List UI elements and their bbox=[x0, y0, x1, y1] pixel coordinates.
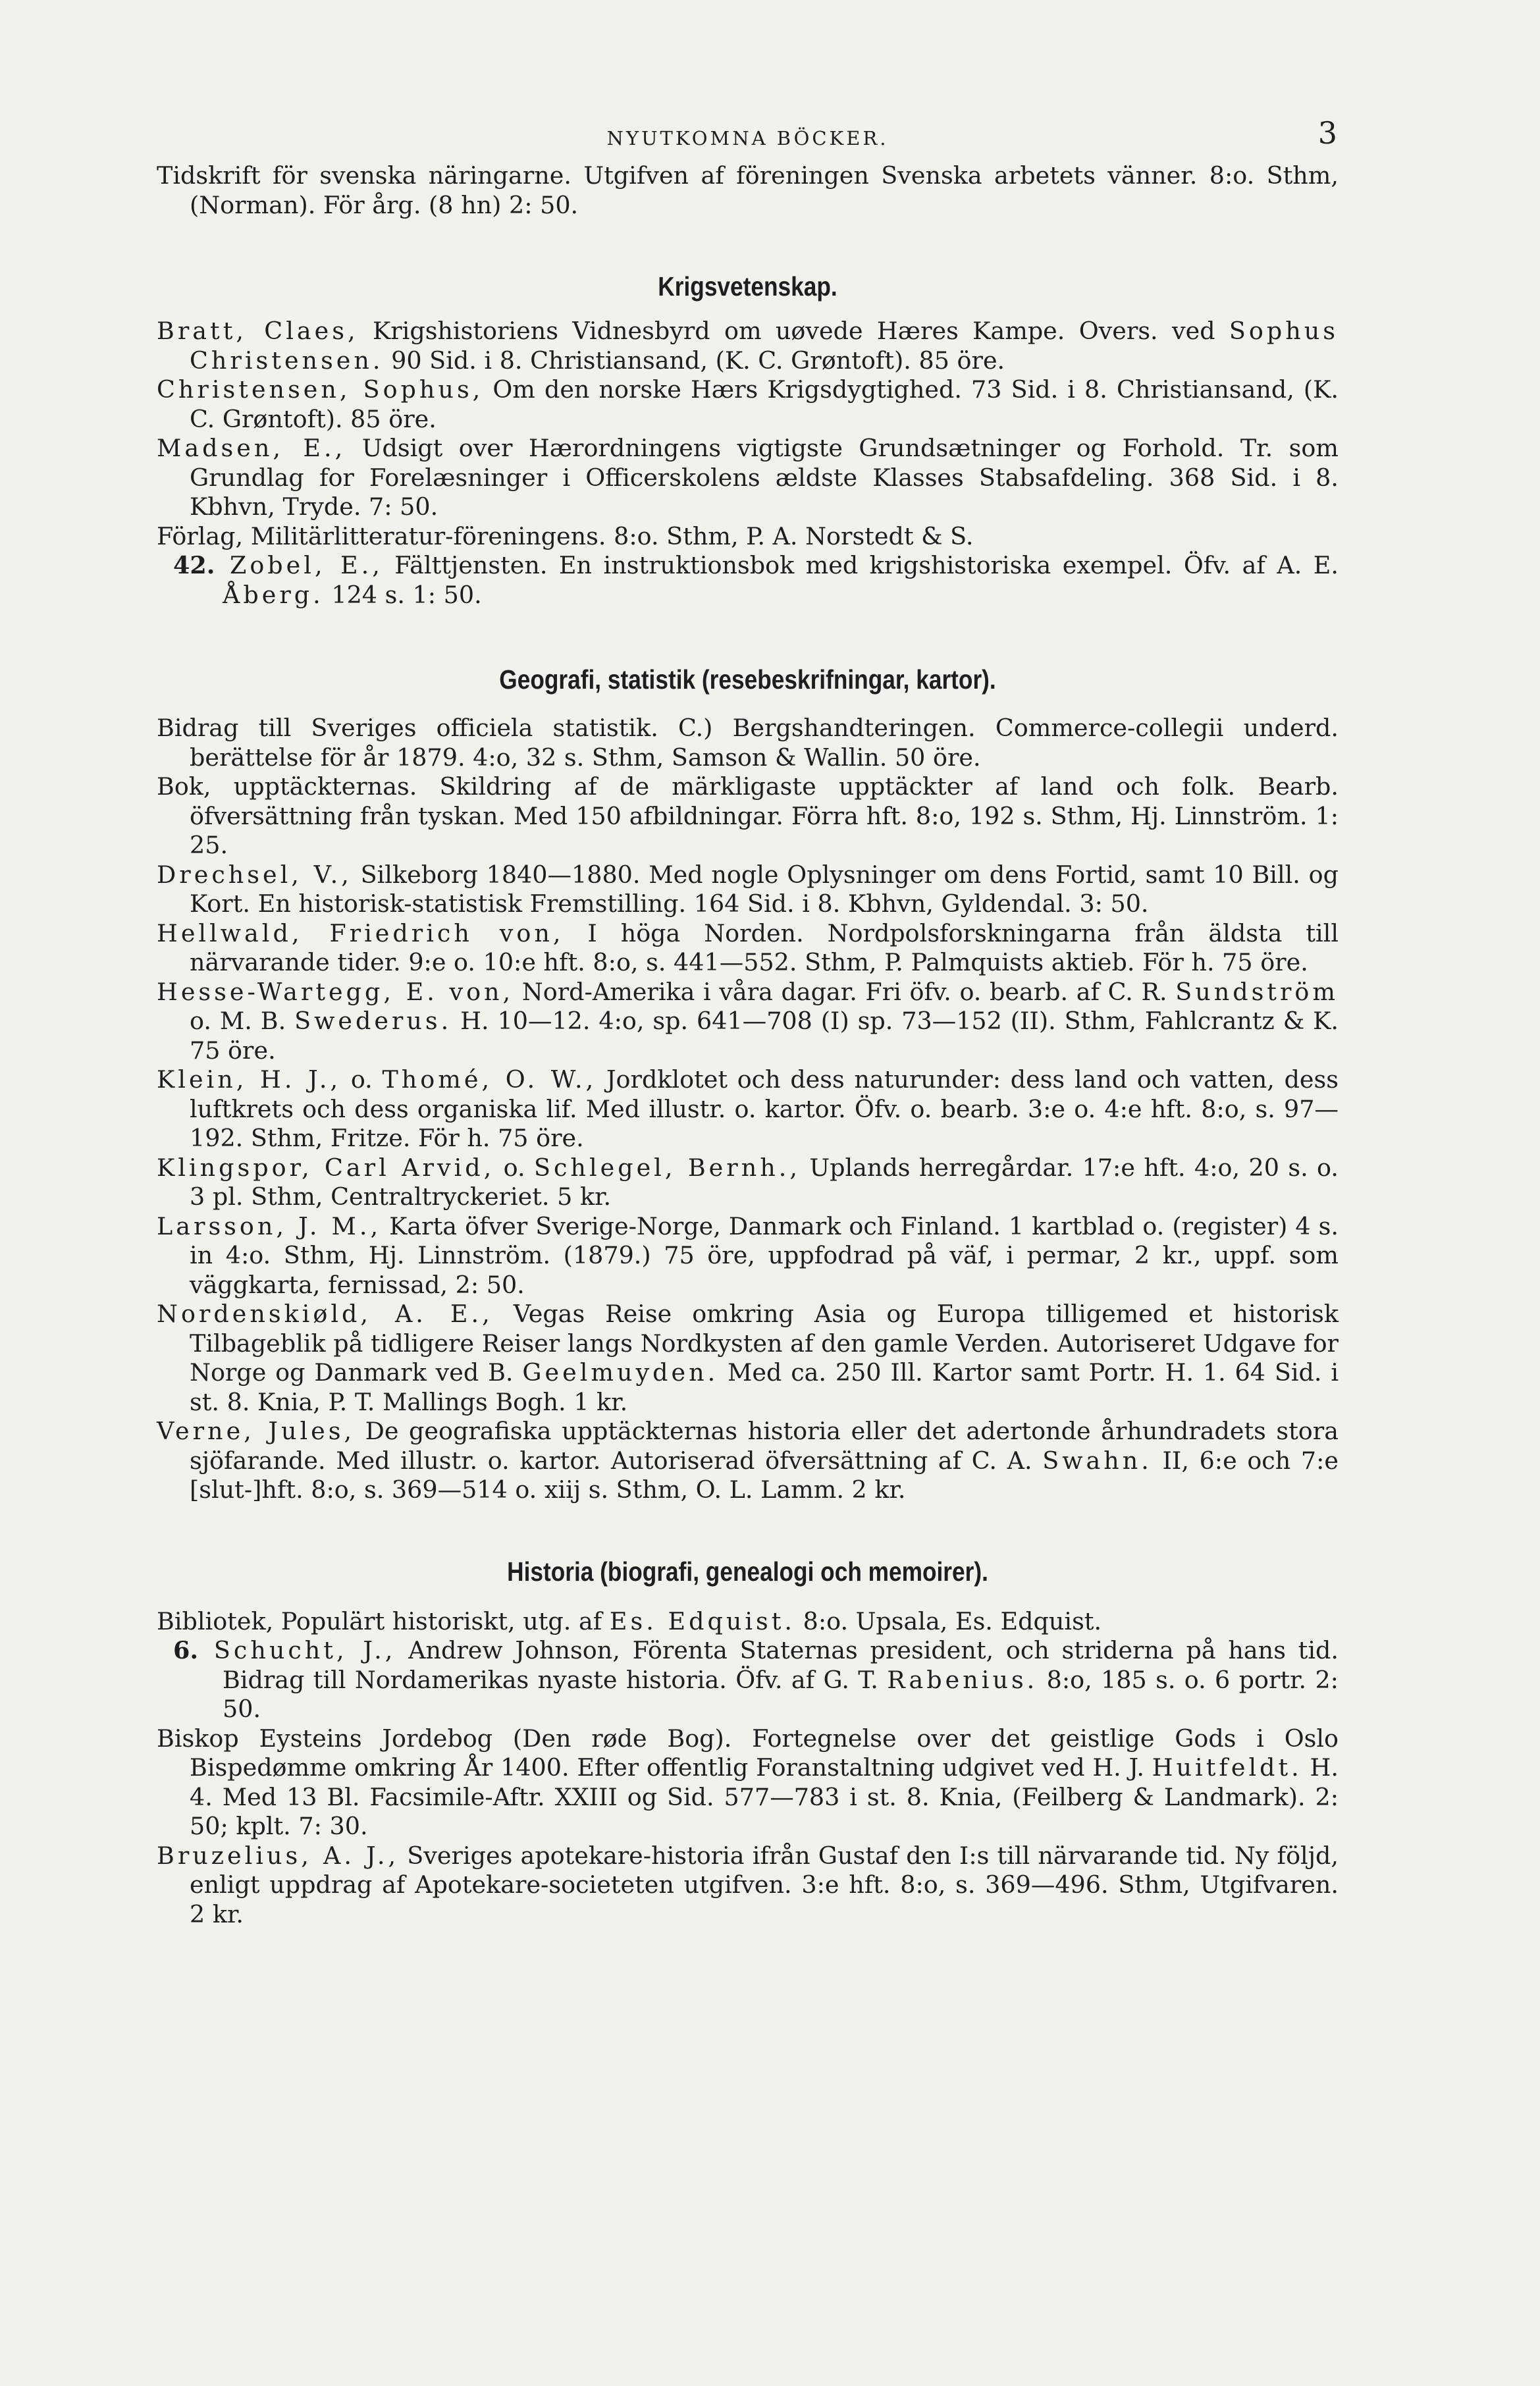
entry-verne: Verne, Jules, De geografiska upptäckternas historia eller det adertonde århundradets stora sjöfarande. Med illustr. o. kartor. Autoriserad öfversättning af C. A. Swahn. II, 6:e och 7:e [slut-]hft. 8:o, s. 369—514 o. xiij s. Sthm, O. L. Lamm. 2 kr. bbox=[157, 1417, 1339, 1504]
entry-zobel: 42. Zobel, E., Fälttjensten. En instruktionsbok med krigshistoriska exempel. Öfv. af A. E. Åberg. 124 s. 1: 50. bbox=[173, 551, 1339, 609]
entry-hesse-wartegg: Hesse-Wartegg, E. von, Nord-Amerika i våra dagar. Fri öfv. o. bearb. af C. R. Sundström o. M. B. Swederus. H. 10—12. 4:o, sp. 641—708 (I) sp. 73—152 (II). Sthm, Fahlcrantz & K. 75 öre. bbox=[157, 977, 1339, 1065]
entry-drechsel: Drechsel, V., Silkeborg 1840—1880. Med nogle Oplysninger om dens Fortid, samt 10 Bill. og Kort. En historisk-statistisk Fremstilling. 164 Sid. i 8. Kbhvn, Gyldendal. 3: 50. bbox=[157, 860, 1339, 918]
entry-bok-upptackternas: Bok, upptäckternas. Skildring af de märkligaste upptäckter af land och folk. Bearb. öfversättning från tyskan. Med 150 afbildningar. Förra hft. 8:o, 192 s. Sthm, Hj. Linnström. 1: 25. bbox=[157, 772, 1339, 859]
entry-bruzelius: Bruzelius, A. J., Sveriges apotekare-historia ifrån Gustaf den I:s till närvarande tid. Ny följd, enligt uppdrag af Apotekare-societeten utgifven. 3:e hft. 8:o, s. 369—496. Sthm, Utgifvaren. 2 kr. bbox=[157, 1841, 1339, 1928]
entry-bratt: Bratt, Claes, Krigshistoriens Vidnesbyrd om uøvede Hæres Kampe. Overs. ved Sophus Christensen. 90 Sid. i 8. Christiansand, (K. C. Grøntoft). 85 öre. bbox=[157, 317, 1339, 375]
entry-madsen: Madsen, E., Udsigt over Hærordningens vigtigste Grundsætninger og Forhold. Tr. som Grundlag for Forelæsninger i Officerskolens ældste Klasses Stabsafdeling. 368 Sid. i 8. Kbhvn, Tryde. 7: 50. bbox=[157, 434, 1339, 521]
entry-schucht: 6. Schucht, J., Andrew Johnson, Förenta Staternas president, och striderna på hans tid. Bidrag till Nordamerikas nyaste historia. Öfv. af G. T. Rabenius. 8:o, 185 s. o. 6 portr. 2: 50. bbox=[173, 1636, 1339, 1723]
entry-forlag-militar: Förlag, Militärlitteratur-föreningens. 8:o. Sthm, P. A. Norstedt & S. bbox=[157, 521, 974, 550]
entry-biskop-eysteins: Biskop Eysteins Jordebog (Den røde Bog). Fortegnelse over det geistlige Gods i Oslo Bispedømme omkring År 1400. Efter offentlig Foranstaltning udgivet ved H. J. Huitfeldt. H. 4. Med 13 Bl. Facsimile-Aftr. XXIII og Sid. 577—783 i st. 8. Knia, (Feilberg & Landmark). 2: 50; kplt. 7: 30. bbox=[157, 1724, 1339, 1840]
entry-nordenskiold: Nordenskiøld, A. E., Vegas Reise omkring Asia og Europa tilligemed et historisk Tilbageblik på tidligere Reiser langs Nordkysten af den gamle Verden. Autoriseret Udgave for Norge og Danmark ved B. Geelmuyden. Med ca. 250 Ill. Kartor samt Portr. H. 1. 64 Sid. i st. 8. Knia, P. T. Mallings Bogh. 1 kr. bbox=[157, 1300, 1339, 1416]
running-head bbox=[157, 115, 1339, 161]
document-page bbox=[157, 115, 1339, 1929]
section-heading-historia: Historia (biografi, genealogi och memoirer). bbox=[507, 1556, 988, 1587]
entry-hellwald: Hellwald, Friedrich von, I höga Norden. Nordpolsforskningarna från äldsta till närvarande tider. 9:e o. 10:e hft. 8:o, s. 441—552. Sthm, P. Palmquists aktieb. För h. 75 öre. bbox=[157, 918, 1339, 976]
entry-klingspor: Klingspor, Carl Arvid, o. Schlegel, Bernh., Uplands herregårdar. 17:e hft. 4:o, 20 s. o. 3 pl. Sthm, Centraltryckeriet. 5 kr. bbox=[157, 1153, 1339, 1211]
section-heading-krigsvetenskap: Krigsvetenskap. bbox=[658, 271, 837, 302]
entry-tidskrift: Tidskrift för svenska näringarne. Utgifven af föreningen Svenska arbetets vänner. 8:o. Sthm, (Norman). För årg. (8 hn) 2: 50. bbox=[157, 161, 1339, 219]
running-title: NYUTKOMNA BÖCKER. bbox=[606, 127, 889, 149]
section-heading-geografi: Geografi, statistik (resebeskrifningar, kartor). bbox=[499, 664, 996, 695]
entry-klein: Klein, H. J., o. Thomé, O. W., Jordklotet och dess naturunder: dess land och vatten, dess luftkrets och dess organiska lif. Med illustr. o. kartor. Öfv. o. bearb. 3:e o. 4:e hft. 8:o, s. 97—192. Sthm, Fritze. För h. 75 öre. bbox=[157, 1065, 1339, 1152]
entry-larsson: Larsson, J. M., Karta öfver Sverige-Norge, Danmark och Finland. 1 kartblad o. (register) 4 s. in 4:o. Sthm, Hj. Linnström. (1879.) 75 öre, uppfodrad på väf, i permar, 2 kr., uppf. som väggkarta, fernissad, 2: 50. bbox=[157, 1211, 1339, 1299]
entry-bidrag-statistik: Bidrag till Sveriges officiela statistik. C.) Bergshandteringen. Commerce-collegii underd. berättelse för år 1879. 4:o, 32 s. Sthm, Samson & Wallin. 50 öre. bbox=[157, 714, 1339, 772]
page-number: 3 bbox=[1317, 115, 1337, 151]
entry-christensen: Christensen, Sophus, Om den norske Hærs Krigsdygtighed. 73 Sid. i 8. Christiansand, (K. C. Grøntoft). 85 öre. bbox=[157, 375, 1339, 433]
entry-bibliotek-historiskt: Bibliotek, Populärt historiskt, utg. af Es. Edquist. 8:o. Upsala, Es. Edquist. bbox=[157, 1606, 1102, 1635]
